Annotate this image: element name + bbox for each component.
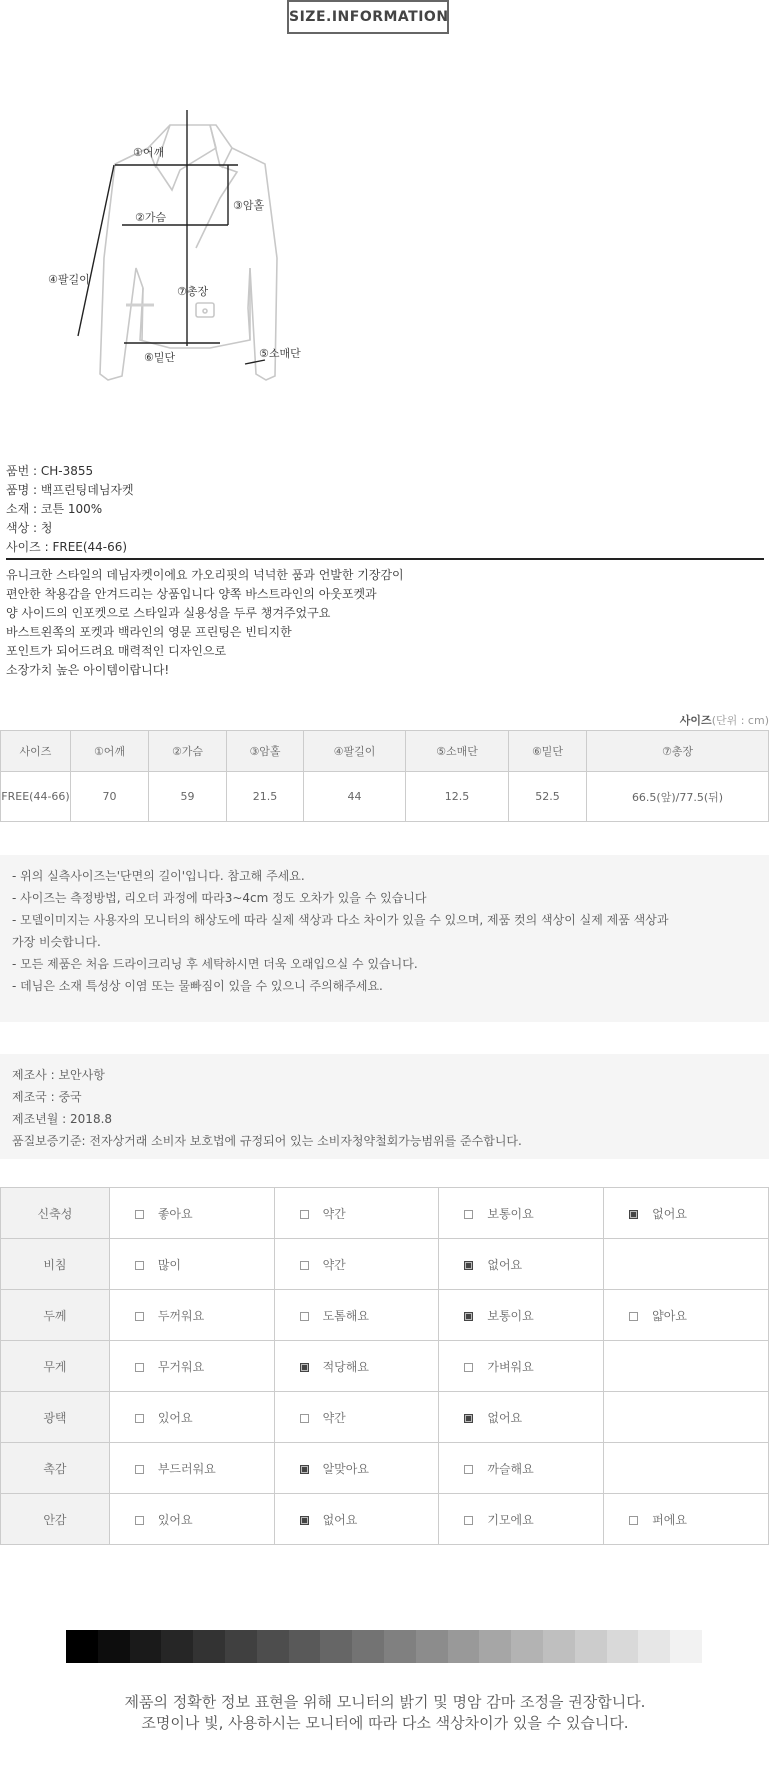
fit-option-label: 없어요	[652, 1206, 687, 1221]
size-cell: 70	[71, 772, 149, 822]
fit-option	[604, 1188, 769, 1239]
fit-attribute-label: 두께	[1, 1290, 110, 1341]
fit-empty-cell	[604, 1239, 769, 1290]
fit-option-label: 없어요	[322, 1512, 358, 1527]
size-header: ⑦총장	[587, 731, 769, 772]
unchecked-box-icon	[629, 1312, 638, 1321]
fit-option-label: 약간	[322, 1410, 346, 1425]
gradient-swatch	[66, 1630, 98, 1663]
gradient-swatch	[384, 1630, 416, 1663]
diagram-label-sleeve-length: ④팔길이	[48, 273, 90, 286]
fit-option	[109, 1443, 274, 1494]
size-header: ①어깨	[71, 731, 149, 772]
product-description	[6, 566, 404, 680]
unchecked-box-icon	[135, 1414, 144, 1423]
gradient-swatch	[289, 1630, 321, 1663]
fit-option	[274, 1392, 439, 1443]
unchecked-box-icon	[135, 1312, 144, 1321]
diagram-label-shoulder: ①어깨	[133, 146, 165, 159]
fit-option-label: 좋아요	[157, 1206, 193, 1221]
spec-material: 소재 : 코튼 100%	[6, 502, 103, 516]
fit-option	[109, 1239, 274, 1290]
fit-option	[109, 1392, 274, 1443]
fit-info-table	[0, 1187, 769, 1545]
monitor-notice	[0, 1692, 770, 1734]
unchecked-box-icon	[629, 1516, 638, 1525]
diagram-label-armhole: ③암홀	[233, 199, 265, 212]
fit-option	[274, 1341, 439, 1392]
fit-option	[604, 1290, 769, 1341]
size-header: ②가슴	[149, 731, 227, 772]
fit-option	[439, 1239, 604, 1290]
unchecked-box-icon	[300, 1261, 309, 1270]
monitor-line: 조명이나 빛, 사용하시는 모니터에 따라 다소 색상차이가 있을 수 있습니다.	[141, 1714, 629, 1732]
gradient-swatch	[511, 1630, 543, 1663]
fit-option	[439, 1392, 604, 1443]
unchecked-box-icon	[464, 1210, 473, 1219]
table-row	[1, 1392, 769, 1443]
fit-attribute-label: 신축성	[1, 1188, 110, 1239]
fit-option-label: 알맞아요	[322, 1461, 369, 1476]
fit-option-label: 기모에요	[487, 1512, 534, 1527]
checked-box-icon	[464, 1414, 473, 1423]
gradient-swatch	[607, 1630, 639, 1663]
fit-option	[274, 1443, 439, 1494]
spec-name: 품명 : 백프린팅데님자켓	[6, 483, 134, 497]
fit-option-label: 퍼에요	[652, 1512, 687, 1527]
gradient-swatch	[98, 1630, 130, 1663]
fit-option-label: 많이	[157, 1257, 181, 1272]
unit-text: (단위 : cm)	[711, 714, 769, 727]
fit-option	[274, 1239, 439, 1290]
size-header: ⑤소매단	[406, 731, 509, 772]
unchecked-box-icon	[135, 1363, 144, 1372]
gradient-swatch	[448, 1630, 480, 1663]
gradient-swatch	[543, 1630, 575, 1663]
fit-attribute-label: 촉감	[1, 1443, 110, 1494]
fit-option	[274, 1290, 439, 1341]
diagram-label-total-length: ⑦총장	[177, 285, 209, 298]
fit-option-label: 까슬해요	[487, 1461, 534, 1476]
spec-divider	[6, 558, 764, 560]
fit-option	[109, 1494, 274, 1545]
table-row	[1, 1239, 769, 1290]
size-cell: 44	[304, 772, 406, 822]
monitor-line: 제품의 정확한 정보 표현을 위해 모니터의 밝기 및 명암 감마 조정을 권장합니다.	[124, 1693, 646, 1711]
gradient-swatch	[352, 1630, 384, 1663]
size-cell: 52.5	[509, 772, 587, 822]
fit-option	[274, 1188, 439, 1239]
fit-option	[109, 1341, 274, 1392]
unchecked-box-icon	[135, 1210, 144, 1219]
checked-box-icon	[300, 1465, 309, 1474]
fit-option	[439, 1290, 604, 1341]
fit-option	[604, 1494, 769, 1545]
diagram-label-chest: ②가슴	[135, 211, 167, 224]
size-information-title: SIZE.INFORMATION	[287, 0, 449, 34]
spec-code: 품번 : CH-3855	[6, 464, 94, 478]
gradient-swatch	[130, 1630, 162, 1663]
size-header: ④팔길이	[304, 731, 406, 772]
unchecked-box-icon	[135, 1261, 144, 1270]
size-cell: 66.5(앞)/77.5(뒤)	[587, 772, 769, 822]
fit-attribute-label: 광택	[1, 1392, 110, 1443]
note-line: - 모델이미지는 사용자의 모니터의 해상도에 따라 실제 색상과 다소 차이가 있을 수 있으며, 제품 컷의 색상이 실제 제품 색상과	[12, 913, 669, 927]
table-row	[1, 772, 769, 822]
unchecked-box-icon	[300, 1414, 309, 1423]
maker-line: 제조국 : 중국	[12, 1090, 82, 1104]
maker-line: 제조년월 : 2018.8	[12, 1112, 113, 1126]
fit-option-label: 약간	[322, 1257, 346, 1272]
size-header: ⑥밑단	[509, 731, 587, 772]
fit-option-label: 보통이요	[487, 1308, 534, 1323]
gradient-swatch	[575, 1630, 607, 1663]
fit-option-label: 없어요	[487, 1410, 523, 1425]
fit-option	[439, 1188, 604, 1239]
gradient-swatch	[416, 1630, 448, 1663]
gradient-swatch	[320, 1630, 352, 1663]
note-line: - 데님은 소재 특성상 이염 또는 물빠짐이 있을 수 있으니 주의해주세요.	[12, 979, 383, 993]
fit-option-label: 무거워요	[157, 1359, 205, 1374]
fit-empty-cell	[604, 1392, 769, 1443]
size-cell: 59	[149, 772, 227, 822]
unit-label: 사이즈	[679, 714, 712, 727]
size-table	[0, 730, 769, 822]
note-line: - 위의 실측사이즈는'단면의 길이'입니다. 참고해 주세요.	[12, 869, 305, 883]
grayscale-gradient	[66, 1630, 702, 1663]
fit-option-label: 적당해요	[322, 1359, 369, 1374]
unchecked-box-icon	[135, 1516, 144, 1525]
note-line: - 모든 제품은 처음 드라이크리닝 후 세탁하시면 더욱 오래입으실 수 있습니다.	[12, 957, 418, 971]
checked-box-icon	[464, 1312, 473, 1321]
checked-box-icon	[464, 1261, 473, 1270]
size-unit	[0, 712, 770, 728]
note-line: 가장 비슷합니다.	[12, 935, 101, 949]
jacket-diagram	[48, 108, 340, 408]
manufacturer-info	[0, 1054, 769, 1159]
fit-option-label: 얇아요	[652, 1308, 687, 1323]
size-cell: 12.5	[406, 772, 509, 822]
fit-option-label: 두꺼워요	[157, 1308, 205, 1323]
diagram-label-cuff: ⑤소매단	[259, 347, 301, 360]
unchecked-box-icon	[464, 1516, 473, 1525]
fit-option	[274, 1494, 439, 1545]
size-header: 사이즈	[1, 731, 71, 772]
table-row	[1, 1341, 769, 1392]
unchecked-box-icon	[300, 1312, 309, 1321]
gradient-swatch	[161, 1630, 193, 1663]
checked-box-icon	[300, 1363, 309, 1372]
unchecked-box-icon	[300, 1210, 309, 1219]
description-line: 소장가치 높은 아이템이랍니다!	[6, 663, 170, 677]
unchecked-box-icon	[135, 1465, 144, 1474]
fit-attribute-label: 안감	[1, 1494, 110, 1545]
gradient-swatch	[225, 1630, 257, 1663]
fit-option	[439, 1443, 604, 1494]
description-line: 양 사이드의 인포켓으로 스타일과 실용성을 두루 챙겨주었구요	[6, 606, 331, 620]
spec-size: 사이즈 : FREE(44-66)	[6, 540, 128, 554]
diagram-label-hem: ⑥밑단	[144, 351, 176, 364]
fit-option-label: 가벼워요	[487, 1359, 534, 1374]
table-row	[1, 1494, 769, 1545]
fit-option-label: 약간	[322, 1206, 346, 1221]
product-spec	[6, 462, 766, 557]
table-row	[1, 1443, 769, 1494]
fit-option-label: 없어요	[487, 1257, 523, 1272]
size-notes	[0, 855, 769, 1022]
table-row	[1, 1188, 769, 1239]
fit-option-label: 도톰해요	[322, 1308, 369, 1323]
fit-option	[109, 1188, 274, 1239]
fit-option-label: 부드러워요	[157, 1461, 216, 1476]
fit-option	[439, 1494, 604, 1545]
fit-option-label: 있어요	[157, 1512, 193, 1527]
size-cell: FREE(44-66)	[1, 772, 71, 822]
size-header: ③암홀	[227, 731, 304, 772]
description-line: 유니크한 스타일의 데님자켓이에요 가오리핏의 넉넉한 품과 언발한 기장감이	[6, 568, 404, 582]
fit-option	[439, 1341, 604, 1392]
fit-empty-cell	[604, 1341, 769, 1392]
fit-option-label: 보통이요	[487, 1206, 534, 1221]
unchecked-box-icon	[464, 1363, 473, 1372]
table-row	[1, 1290, 769, 1341]
fit-option-label: 있어요	[157, 1410, 193, 1425]
fit-empty-cell	[604, 1443, 769, 1494]
checked-box-icon	[300, 1516, 309, 1525]
maker-line: 품질보증기준: 전자상거래 소비자 보호법에 규정되어 있는 소비자청약철회가능범위를 준수합니다.	[12, 1134, 522, 1148]
description-line: 바스트왼쪽의 포켓과 백라인의 영문 프린팅은 빈티지한	[6, 625, 292, 639]
size-table-header	[1, 731, 769, 772]
spec-color: 색상 : 청	[6, 521, 53, 535]
fit-option	[109, 1290, 274, 1341]
description-line: 포인트가 되어드려요 매력적인 디자인으로	[6, 644, 227, 658]
fit-attribute-label: 무게	[1, 1341, 110, 1392]
gradient-swatch	[479, 1630, 511, 1663]
checked-box-icon	[629, 1210, 638, 1219]
unchecked-box-icon	[464, 1465, 473, 1474]
gradient-swatch	[193, 1630, 225, 1663]
note-line: - 사이즈는 측정방법, 리오더 과정에 따라3~4cm 정도 오차가 있을 수 있습니다	[12, 891, 427, 905]
gradient-swatch	[257, 1630, 289, 1663]
gradient-swatch	[670, 1630, 702, 1663]
gradient-swatch	[638, 1630, 670, 1663]
description-line: 편안한 착용감을 안겨드리는 상품입니다 양쪽 바스트라인의 아웃포켓과	[6, 587, 377, 601]
size-cell: 21.5	[227, 772, 304, 822]
maker-line: 제조사 : 보안사항	[12, 1068, 105, 1082]
fit-attribute-label: 비침	[1, 1239, 110, 1290]
